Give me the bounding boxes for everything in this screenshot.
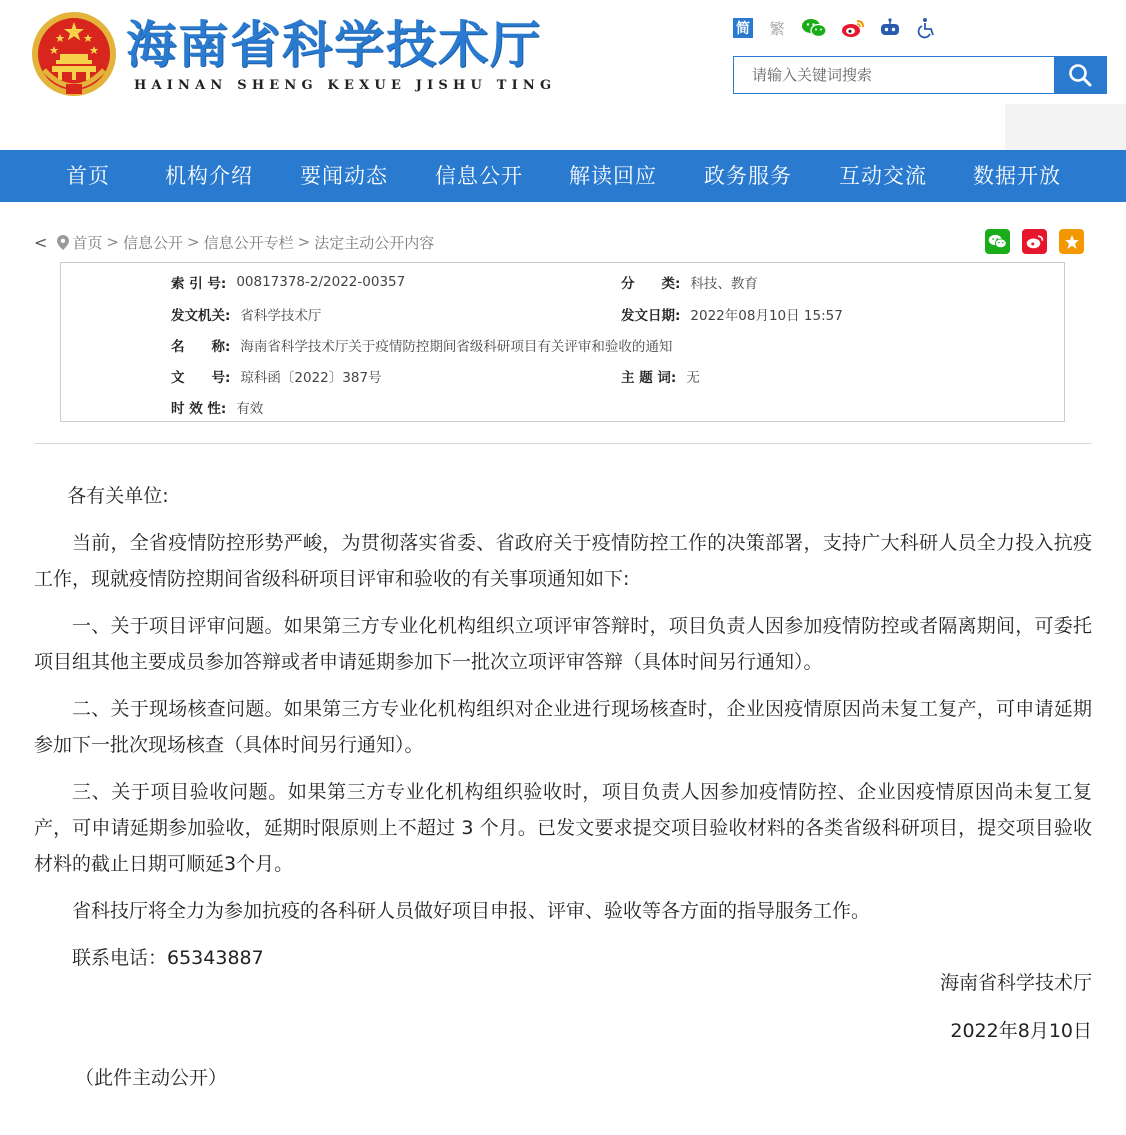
- traditional-chinese-button[interactable]: 繁: [769, 19, 785, 38]
- site-title[interactable]: 海南省科学技术厅: [126, 16, 542, 74]
- breadcrumb: [34, 231, 434, 253]
- meta-value: 2022年08月10日 15:57: [690, 308, 843, 324]
- article-paragraph: 三、关于项目验收问题。如果第三方专业化机构组织验收时，项目负责人因参加疫情防控、企业因疫情原因尚未复工复产，可申请延期参加验收，延期时限原则上不超过 3 个月。已发文要求提交项目验收材料的各类省级科研项目，提交项目验收材料的截止日期可顺延3个月。: [34, 781, 1092, 875]
- weibo-share-icon[interactable]: [1022, 229, 1047, 254]
- contact-phone: 联系电话：65343887: [72, 947, 264, 969]
- search-button[interactable]: [1054, 57, 1106, 93]
- breadcrumb-separator: >: [106, 233, 119, 251]
- breadcrumb-info-disclosure[interactable]: 信息公开: [123, 233, 184, 252]
- document-info-table: [60, 262, 1065, 422]
- meta-key: 时 效 性:: [171, 401, 227, 417]
- search-box: [733, 56, 1107, 94]
- article-paragraph: 省科技厅将全力为参加抗疫的各科研人员做好项目申报、评审、验收等各方面的指导服务工作。: [72, 900, 871, 922]
- meta-value: 有效: [236, 401, 264, 417]
- meta-key: 发文机关:: [171, 308, 231, 324]
- meta-value: 琼科函〔2022〕387号: [240, 370, 382, 386]
- nav-home[interactable]: 首页: [66, 164, 110, 188]
- meta-key: 分 类:: [621, 276, 681, 292]
- site-header: [0, 0, 1126, 150]
- location-pin-icon: [57, 235, 69, 250]
- favorite-icon[interactable]: [1059, 229, 1084, 254]
- content-divider: [34, 443, 1092, 444]
- search-input[interactable]: [734, 57, 1054, 93]
- meta-key: 发文日期:: [621, 308, 681, 324]
- meta-key: 主 题 词:: [621, 370, 677, 386]
- back-button[interactable]: <: [34, 232, 48, 252]
- nav-interaction[interactable]: 互动交流: [839, 164, 927, 188]
- article-footnote: （此件主动公开）: [75, 1067, 228, 1089]
- meta-value: 00817378-2/2022-00357: [236, 274, 406, 290]
- meta-validity: [171, 397, 263, 417]
- nav-info-disclosure[interactable]: 信息公开: [435, 164, 523, 188]
- article-signature: 海南省科学技术厅: [939, 972, 1092, 994]
- meta-key: 索 引 号:: [171, 276, 227, 292]
- meta-value: 无: [686, 370, 700, 386]
- breadcrumb-info-column[interactable]: 信息公开专栏: [203, 233, 294, 252]
- search-icon: [1067, 62, 1093, 88]
- meta-index-no: [171, 272, 405, 292]
- meta-keywords: [621, 366, 700, 386]
- simplified-chinese-button[interactable]: 简: [733, 18, 753, 38]
- robot-icon[interactable]: [879, 17, 901, 39]
- meta-value: 海南省科学技术厅关于疫情防控期间省级科研项目有关评审和验收的通知: [240, 339, 673, 355]
- nav-gov-services[interactable]: 政务服务: [704, 164, 792, 188]
- article-greeting: 各有关单位:: [67, 485, 169, 507]
- wechat-icon[interactable]: [801, 17, 827, 39]
- meta-value: 省科学技术厅: [240, 308, 322, 324]
- nav-news[interactable]: 要闻动态: [300, 164, 388, 188]
- breadcrumb-current[interactable]: 法定主动公开内容: [314, 233, 435, 252]
- meta-value: 科技、教育: [690, 276, 758, 292]
- breadcrumb-separator: >: [187, 233, 200, 251]
- breadcrumb-separator: >: [297, 233, 311, 251]
- article-paragraph: 二、关于现场核查问题。如果第三方专业化机构组织对企业进行现场核查时，企业因疫情原因尚未复工复产，可申请延期参加下一批次现场核查（具体时间另行通知）。: [34, 698, 1092, 756]
- meta-key: 名 称:: [171, 339, 231, 355]
- article-body: [34, 478, 1092, 987]
- national-emblem-icon[interactable]: [30, 10, 118, 98]
- nav-open-data[interactable]: 数据开放: [973, 164, 1061, 188]
- header-tools: [733, 16, 951, 40]
- meta-category: [621, 272, 758, 292]
- article-paragraph: 当前，全省疫情防控形势严峻，为贯彻落实省委、省政府关于疫情防控工作的决策部署，支持广大科研人员全力投入抗疫工作，现就疫情防控期间省级科研项目评审和验收的有关事项通知如下:: [34, 532, 1092, 590]
- meta-name: [171, 335, 672, 355]
- breadcrumb-home[interactable]: 首页: [72, 233, 103, 252]
- accessibility-icon[interactable]: [915, 17, 937, 39]
- meta-key: 文 号:: [171, 370, 231, 386]
- meta-issuer: [171, 304, 321, 324]
- meta-doc-no: [171, 366, 382, 386]
- nav-interpretation[interactable]: 解读回应: [569, 164, 657, 188]
- article-date: 2022年8月10日: [950, 1020, 1092, 1042]
- nav-organization[interactable]: 机构介绍: [165, 164, 253, 188]
- wechat-share-icon[interactable]: [985, 229, 1010, 254]
- header-corner-panel: [1005, 104, 1126, 150]
- main-nav: [0, 150, 1126, 202]
- article-paragraph: 一、关于项目评审问题。如果第三方专业化机构组织立项评审答辩时，项目负责人因参加疫情防控或者隔离期间，可委托项目组其他主要成员参加答辩或者申请延期参加下一批次立项评审答辩（具体时间另行通知）。: [34, 615, 1092, 673]
- meta-issue-date: [621, 304, 843, 324]
- weibo-icon[interactable]: [841, 17, 865, 39]
- site-subtitle: HAINAN SHENG KEXUE JISHU TING: [134, 78, 557, 93]
